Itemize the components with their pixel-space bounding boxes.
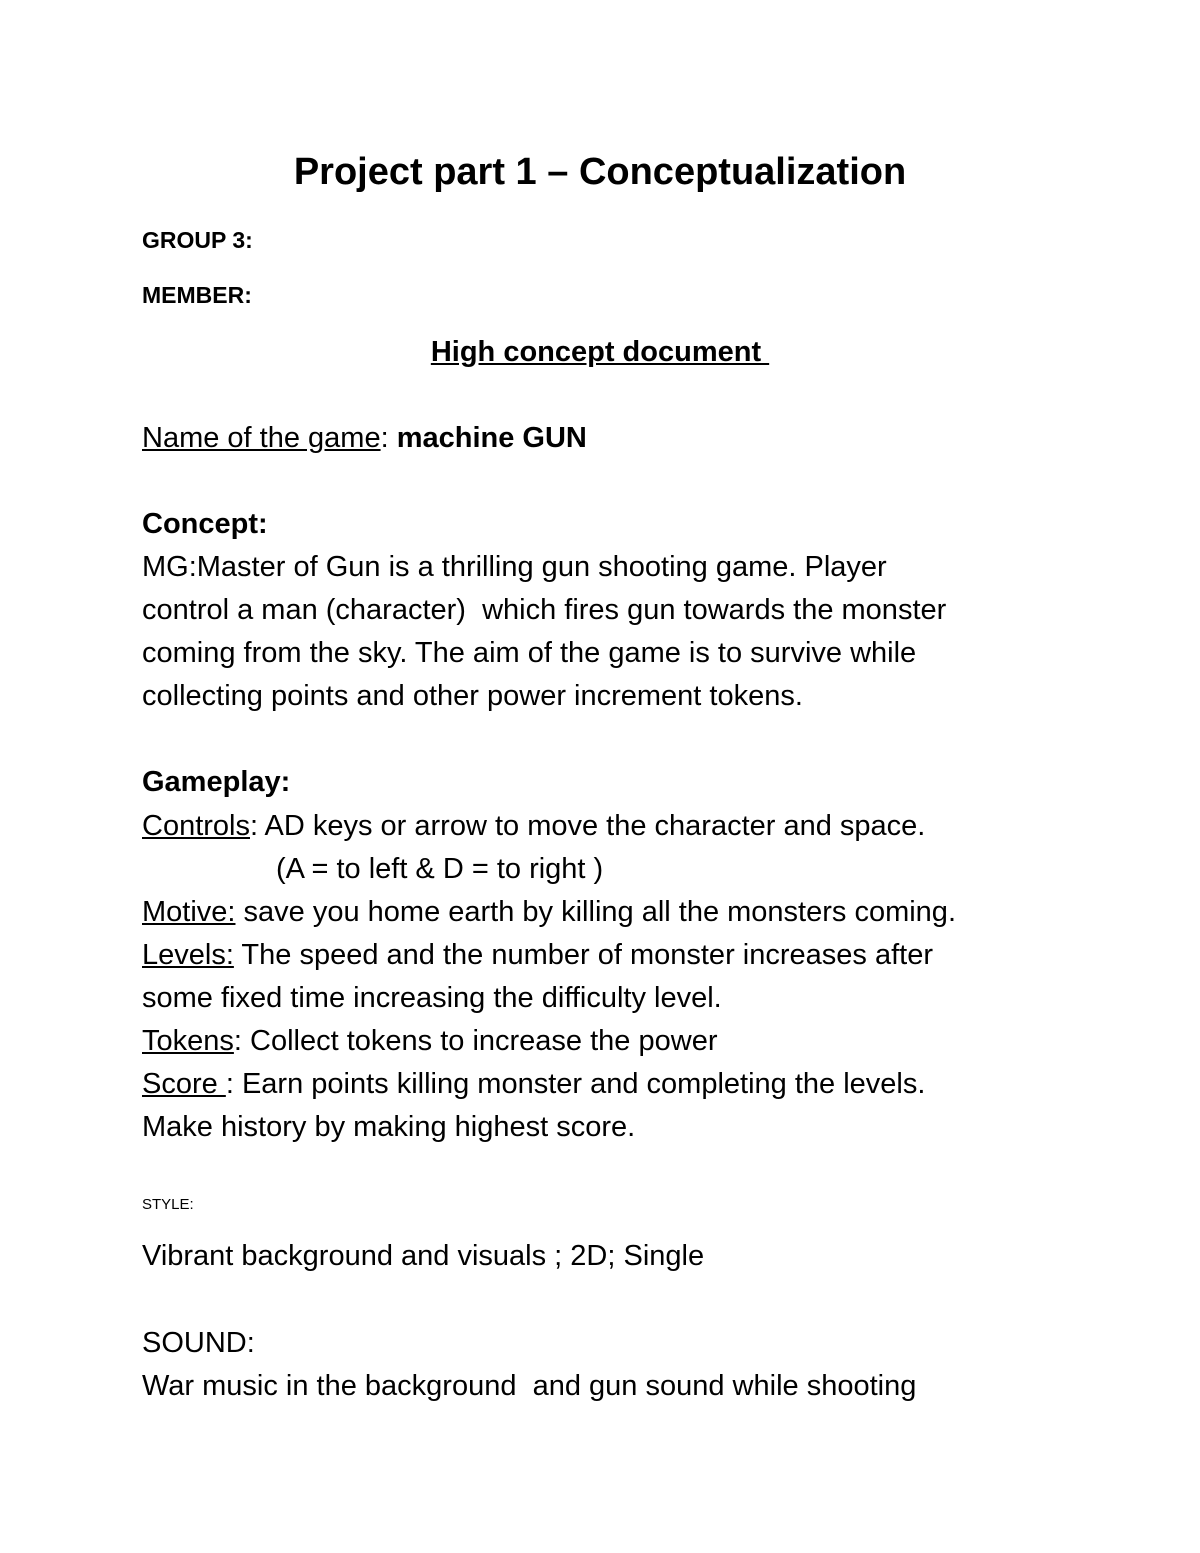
levels-label: Levels: — [142, 939, 234, 971]
score-text: : Earn points killing monster and completing the levels. — [225, 1068, 926, 1100]
concept-line: control a man (character) which fires gun towards the monster — [142, 594, 947, 626]
controls-line — [142, 808, 925, 844]
tokens-text: : Collect tokens to increase the power — [233, 1025, 718, 1057]
concept-line: MG:Master of Gun is a thrilling gun shooting game. Player — [142, 551, 887, 583]
concept-line: collecting points and other power increment tokens. — [142, 680, 803, 712]
game-name-label: Name of the game — [142, 422, 381, 454]
score-label: Score — [142, 1068, 226, 1100]
concept-heading: Concept: — [142, 508, 268, 540]
tokens-label: Tokens — [142, 1025, 234, 1057]
controls-sub-line: (A = to left & D = to right ) — [276, 853, 604, 885]
controls-label: Controls — [142, 810, 250, 842]
motive-label: Motive: — [142, 896, 236, 928]
levels-text: The speed and the number of monster increases after — [233, 939, 933, 971]
motive-line — [142, 894, 956, 930]
tokens-line — [142, 1023, 717, 1059]
controls-text: : AD keys or arrow to move the character and space. — [250, 810, 926, 842]
motive-text: save you home earth by killing all the monsters coming. — [235, 896, 956, 928]
game-name-line — [142, 420, 587, 456]
group-label: GROUP 3: — [142, 227, 253, 253]
gameplay-heading: Gameplay: — [142, 766, 291, 798]
high-concept-heading — [0, 334, 1200, 370]
game-name-value: machine GUN — [396, 422, 587, 454]
levels-line — [142, 937, 933, 973]
game-name-sep: : — [380, 422, 397, 454]
style-heading: STYLE: — [142, 1196, 194, 1213]
high-concept-heading-text: High concept document — [430, 336, 770, 368]
score-line — [142, 1066, 925, 1102]
style-text: Vibrant background and visuals ; 2D; Single — [142, 1240, 705, 1272]
document-title: Project part 1 – Conceptualization — [293, 151, 907, 193]
concept-line: coming from the sky. The aim of the game is to survive while — [142, 637, 917, 669]
sound-text: War music in the background and gun sound while shooting — [142, 1370, 917, 1402]
sound-heading: SOUND: — [142, 1327, 255, 1359]
member-label: MEMBER: — [142, 282, 252, 308]
score-line-2: Make history by making highest score. — [142, 1111, 636, 1143]
levels-line-2: some fixed time increasing the difficulty level. — [142, 982, 722, 1014]
